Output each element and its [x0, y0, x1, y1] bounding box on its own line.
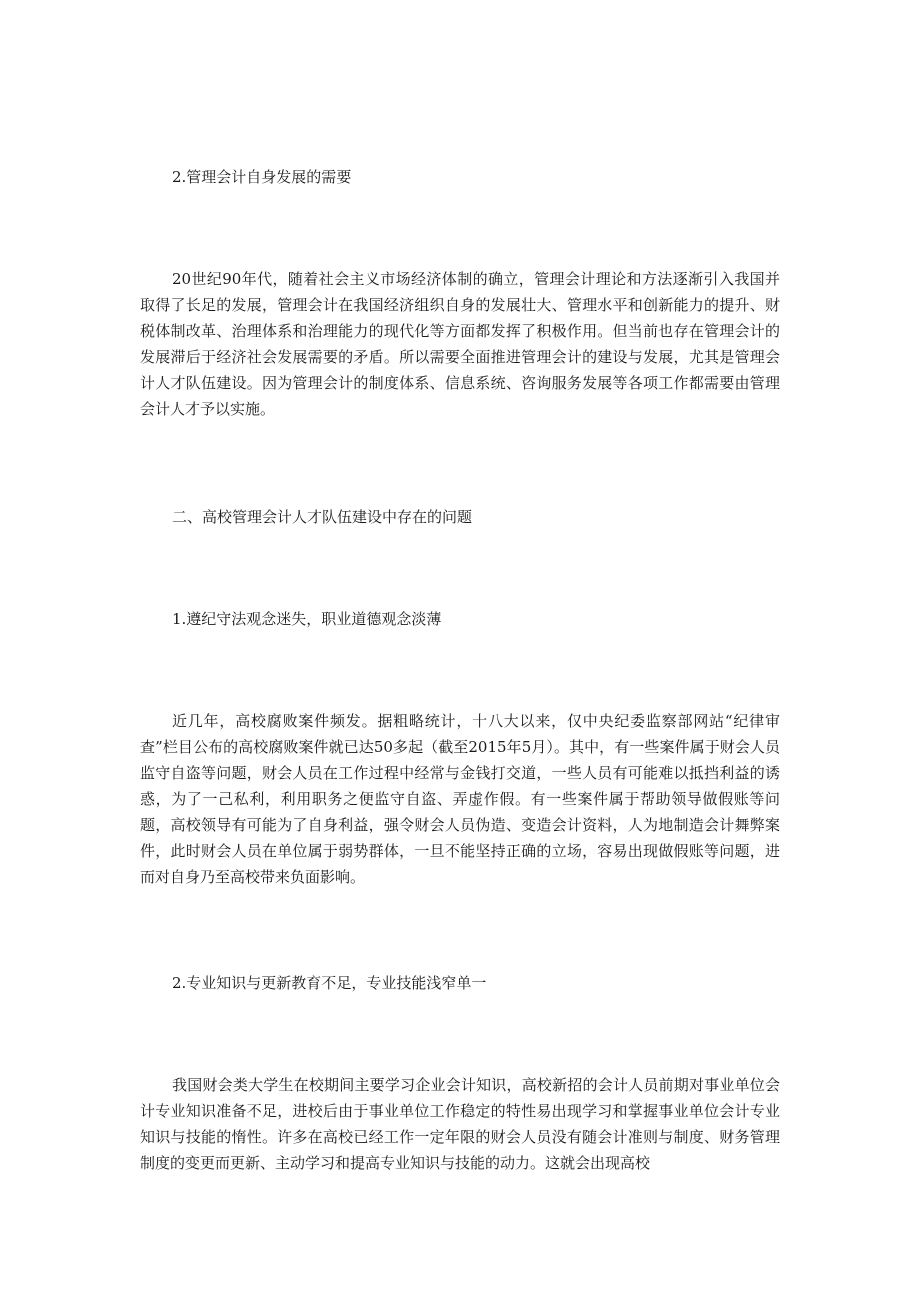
paragraph-management-accounting-history: 20世纪90年代，随着社会主义市场经济体制的确立，管理会计理论和方法逐渐引入我国并取得了长足的发展，管理会计在我国经济组织自身的发展壮大、管理水平和创新能力的提升、财税体制改革、治理体系和治理能力的现代化等方面都发挥了积极作用。但当前也存在管理会计的发展滞后于经济社会发展需要的矛盾。所以需要全面推进管理会计的建设与发展，尤其是管理会计人才队伍建设。因为管理会计的制度体系、信息系统、咨询服务发展等各项工作都需要由管理会计人才予以实施。 [140, 270, 780, 418]
paragraph-corruption-cases: 近几年，高校腐败案件频发。据粗略统计，十八大以来，仅中央纪委监察部网站“纪律审查”栏目公布的高校腐败案件就已达50多起（截至2015年5月）。其中，有一些案件属于财会人员监守自盗等问题，财会人员在工作过程中经常与金钱打交道，一些人员有可能难以抵挡利益的诱惑，为了一己私利，利用职务之便监守自盗、弄虚作假。有一些案件属于帮助领导做假账等问题，高校领导有可能为了自身利益，强令财会人员伪造、变造会计资料，人为地制造会计舞弊案件，此时财会人员在单位属于弱势群体，一旦不能坚持正确的立场，容易出现做假账等问题，进而对自身乃至高校带来负面影响。 [140, 712, 780, 886]
paragraph-professional-knowledge: 我国财会类大学生在校期间主要学习企业会计知识，高校新招的会计人员前期对事业单位会计专业知识准备不足，进校后由于事业单位工作稳定的特性易出现学习和掌握事业单位会计专业知识与技能的惰性。许多在高校已经工作一定年限的财会人员没有随会计准则与制度、财务管理制度的变更而更新、主动学习和提高专业知识与技能的动力。这就会出现高校 [140, 1076, 780, 1172]
section-heading-problems: 二、高校管理会计人才队伍建设中存在的问题 [172, 508, 473, 526]
section-heading-professional-knowledge: 2.专业知识与更新教育不足，专业技能浅窄单一 [172, 974, 487, 992]
section-heading-ethics: 1.遵纪守法观念迷失，职业道德观念淡薄 [172, 610, 442, 628]
section-heading-management-accounting-development: 2.管理会计自身发展的需要 [172, 168, 352, 186]
